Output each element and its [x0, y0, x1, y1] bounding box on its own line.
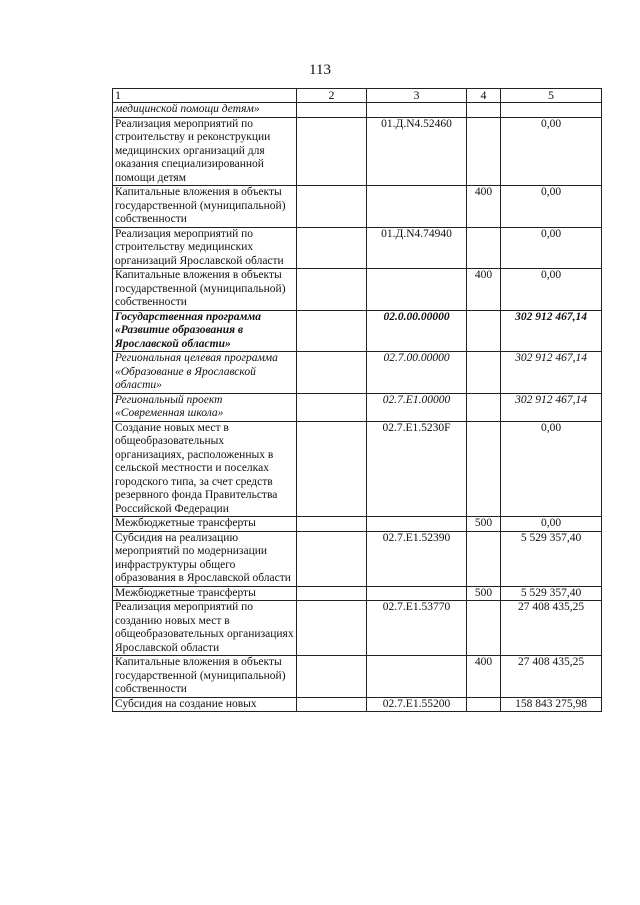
row-amount-cell: 5 529 357,40 [501, 531, 602, 586]
row-amount-cell: 0,00 [501, 517, 602, 532]
row-col2-cell [297, 586, 367, 601]
row-code-cell [367, 517, 467, 532]
row-col2-cell [297, 269, 367, 311]
row-code-cell: 02.0.00.00000 [367, 310, 467, 352]
row-name-cell: Реализация мероприятий по созданию новых мест в общеобразовательных организациях Ярославской области [113, 601, 297, 656]
row-amount-cell: 27 408 435,25 [501, 601, 602, 656]
row-code-cell [367, 586, 467, 601]
row-col2-cell [297, 310, 367, 352]
row-type-cell [467, 103, 501, 118]
row-amount-cell: 0,00 [501, 186, 602, 228]
row-code-cell: 02.7.00.00000 [367, 352, 467, 394]
table-row [113, 697, 602, 712]
row-type-cell: 400 [467, 269, 501, 311]
row-code-cell: 02.7.E1.00000 [367, 393, 467, 421]
row-amount-cell: 5 529 357,40 [501, 586, 602, 601]
table-row [113, 103, 602, 118]
table-row [113, 531, 602, 586]
row-amount-cell: 0,00 [501, 421, 602, 517]
column-header-4: 4 [467, 89, 501, 103]
row-amount-cell: 158 843 275,98 [501, 697, 602, 712]
row-name-cell: Капитальные вложения в объекты государственной (муниципальной) собственности [113, 269, 297, 311]
row-col2-cell [297, 601, 367, 656]
row-col2-cell [297, 531, 367, 586]
row-code-cell [367, 186, 467, 228]
row-code-cell: 02.7.E1.55200 [367, 697, 467, 712]
row-col2-cell [297, 352, 367, 394]
row-name-cell: Создание новых мест в общеобразовательных организациях, расположенных в сельской местности и поселках городского типа, за счет средств резервного фонда Правительства Российской Федерации [113, 421, 297, 517]
table-row [113, 421, 602, 517]
page-number: 113 [309, 62, 331, 78]
row-col2-cell [297, 393, 367, 421]
row-amount-cell: 27 408 435,25 [501, 656, 602, 698]
table-row [113, 517, 602, 532]
row-name-cell: Региональная целевая программа «Образование в Ярославской области» [113, 352, 297, 394]
row-amount-cell [501, 103, 602, 118]
row-code-cell: 02.7.E1.52390 [367, 531, 467, 586]
row-name-cell: Реализация мероприятий по строительству и реконструкции медицинских организаций для оказания специализированной помощи детям [113, 117, 297, 186]
row-type-cell [467, 531, 501, 586]
row-name-cell: медицинской помощи детям» [113, 103, 297, 118]
table-body [113, 89, 602, 712]
row-type-cell [467, 117, 501, 186]
row-code-cell: 02.7.E1.5230F [367, 421, 467, 517]
row-name-cell: Капитальные вложения в объекты государственной (муниципальной) собственности [113, 656, 297, 698]
table-row [113, 310, 602, 352]
row-col2-cell [297, 186, 367, 228]
row-type-cell [467, 352, 501, 394]
column-header-2: 2 [297, 89, 367, 103]
row-type-cell [467, 227, 501, 269]
row-type-cell [467, 421, 501, 517]
row-amount-cell: 0,00 [501, 117, 602, 186]
row-code-cell: 01.Д.N4.52460 [367, 117, 467, 186]
table-row [113, 269, 602, 311]
row-type-cell: 400 [467, 656, 501, 698]
table-row [113, 601, 602, 656]
row-type-cell: 400 [467, 186, 501, 228]
table-row [113, 186, 602, 228]
column-header-5: 5 [501, 89, 602, 103]
table-row [113, 227, 602, 269]
row-type-cell [467, 697, 501, 712]
row-amount-cell: 302 912 467,14 [501, 310, 602, 352]
row-amount-cell: 302 912 467,14 [501, 352, 602, 394]
row-type-cell: 500 [467, 586, 501, 601]
row-amount-cell: 0,00 [501, 227, 602, 269]
column-header-3: 3 [367, 89, 467, 103]
row-col2-cell [297, 517, 367, 532]
table-row [113, 352, 602, 394]
column-header-1: 1 [113, 89, 297, 103]
table-header-row [113, 89, 602, 103]
row-type-cell [467, 601, 501, 656]
row-col2-cell [297, 421, 367, 517]
row-col2-cell [297, 103, 367, 118]
row-amount-cell: 302 912 467,14 [501, 393, 602, 421]
row-name-cell: Реализация мероприятий по строительству медицинских организаций Ярославской области [113, 227, 297, 269]
row-code-cell [367, 656, 467, 698]
row-code-cell [367, 269, 467, 311]
budget-table [112, 88, 602, 712]
row-code-cell: 02.7.E1.53770 [367, 601, 467, 656]
table-row [113, 656, 602, 698]
row-type-cell [467, 310, 501, 352]
row-name-cell: Капитальные вложения в объекты государственной (муниципальной) собственности [113, 186, 297, 228]
row-name-cell: Государственная программа «Развитие образования в Ярославской области» [113, 310, 297, 352]
row-code-cell: 01.Д.N4.74940 [367, 227, 467, 269]
row-col2-cell [297, 656, 367, 698]
row-name-cell: Региональный проект «Современная школа» [113, 393, 297, 421]
row-name-cell: Межбюджетные трансферты [113, 517, 297, 532]
row-col2-cell [297, 117, 367, 186]
table-row [113, 117, 602, 186]
row-col2-cell [297, 227, 367, 269]
row-amount-cell: 0,00 [501, 269, 602, 311]
row-code-cell [367, 103, 467, 118]
row-name-cell: Межбюджетные трансферты [113, 586, 297, 601]
row-type-cell [467, 393, 501, 421]
table-row [113, 393, 602, 421]
row-name-cell: Субсидия на реализацию мероприятий по модернизации инфраструктуры общего образования в Ярославской области [113, 531, 297, 586]
row-name-cell: Субсидия на создание новых [113, 697, 297, 712]
row-type-cell: 500 [467, 517, 501, 532]
table-row [113, 586, 602, 601]
row-col2-cell [297, 697, 367, 712]
